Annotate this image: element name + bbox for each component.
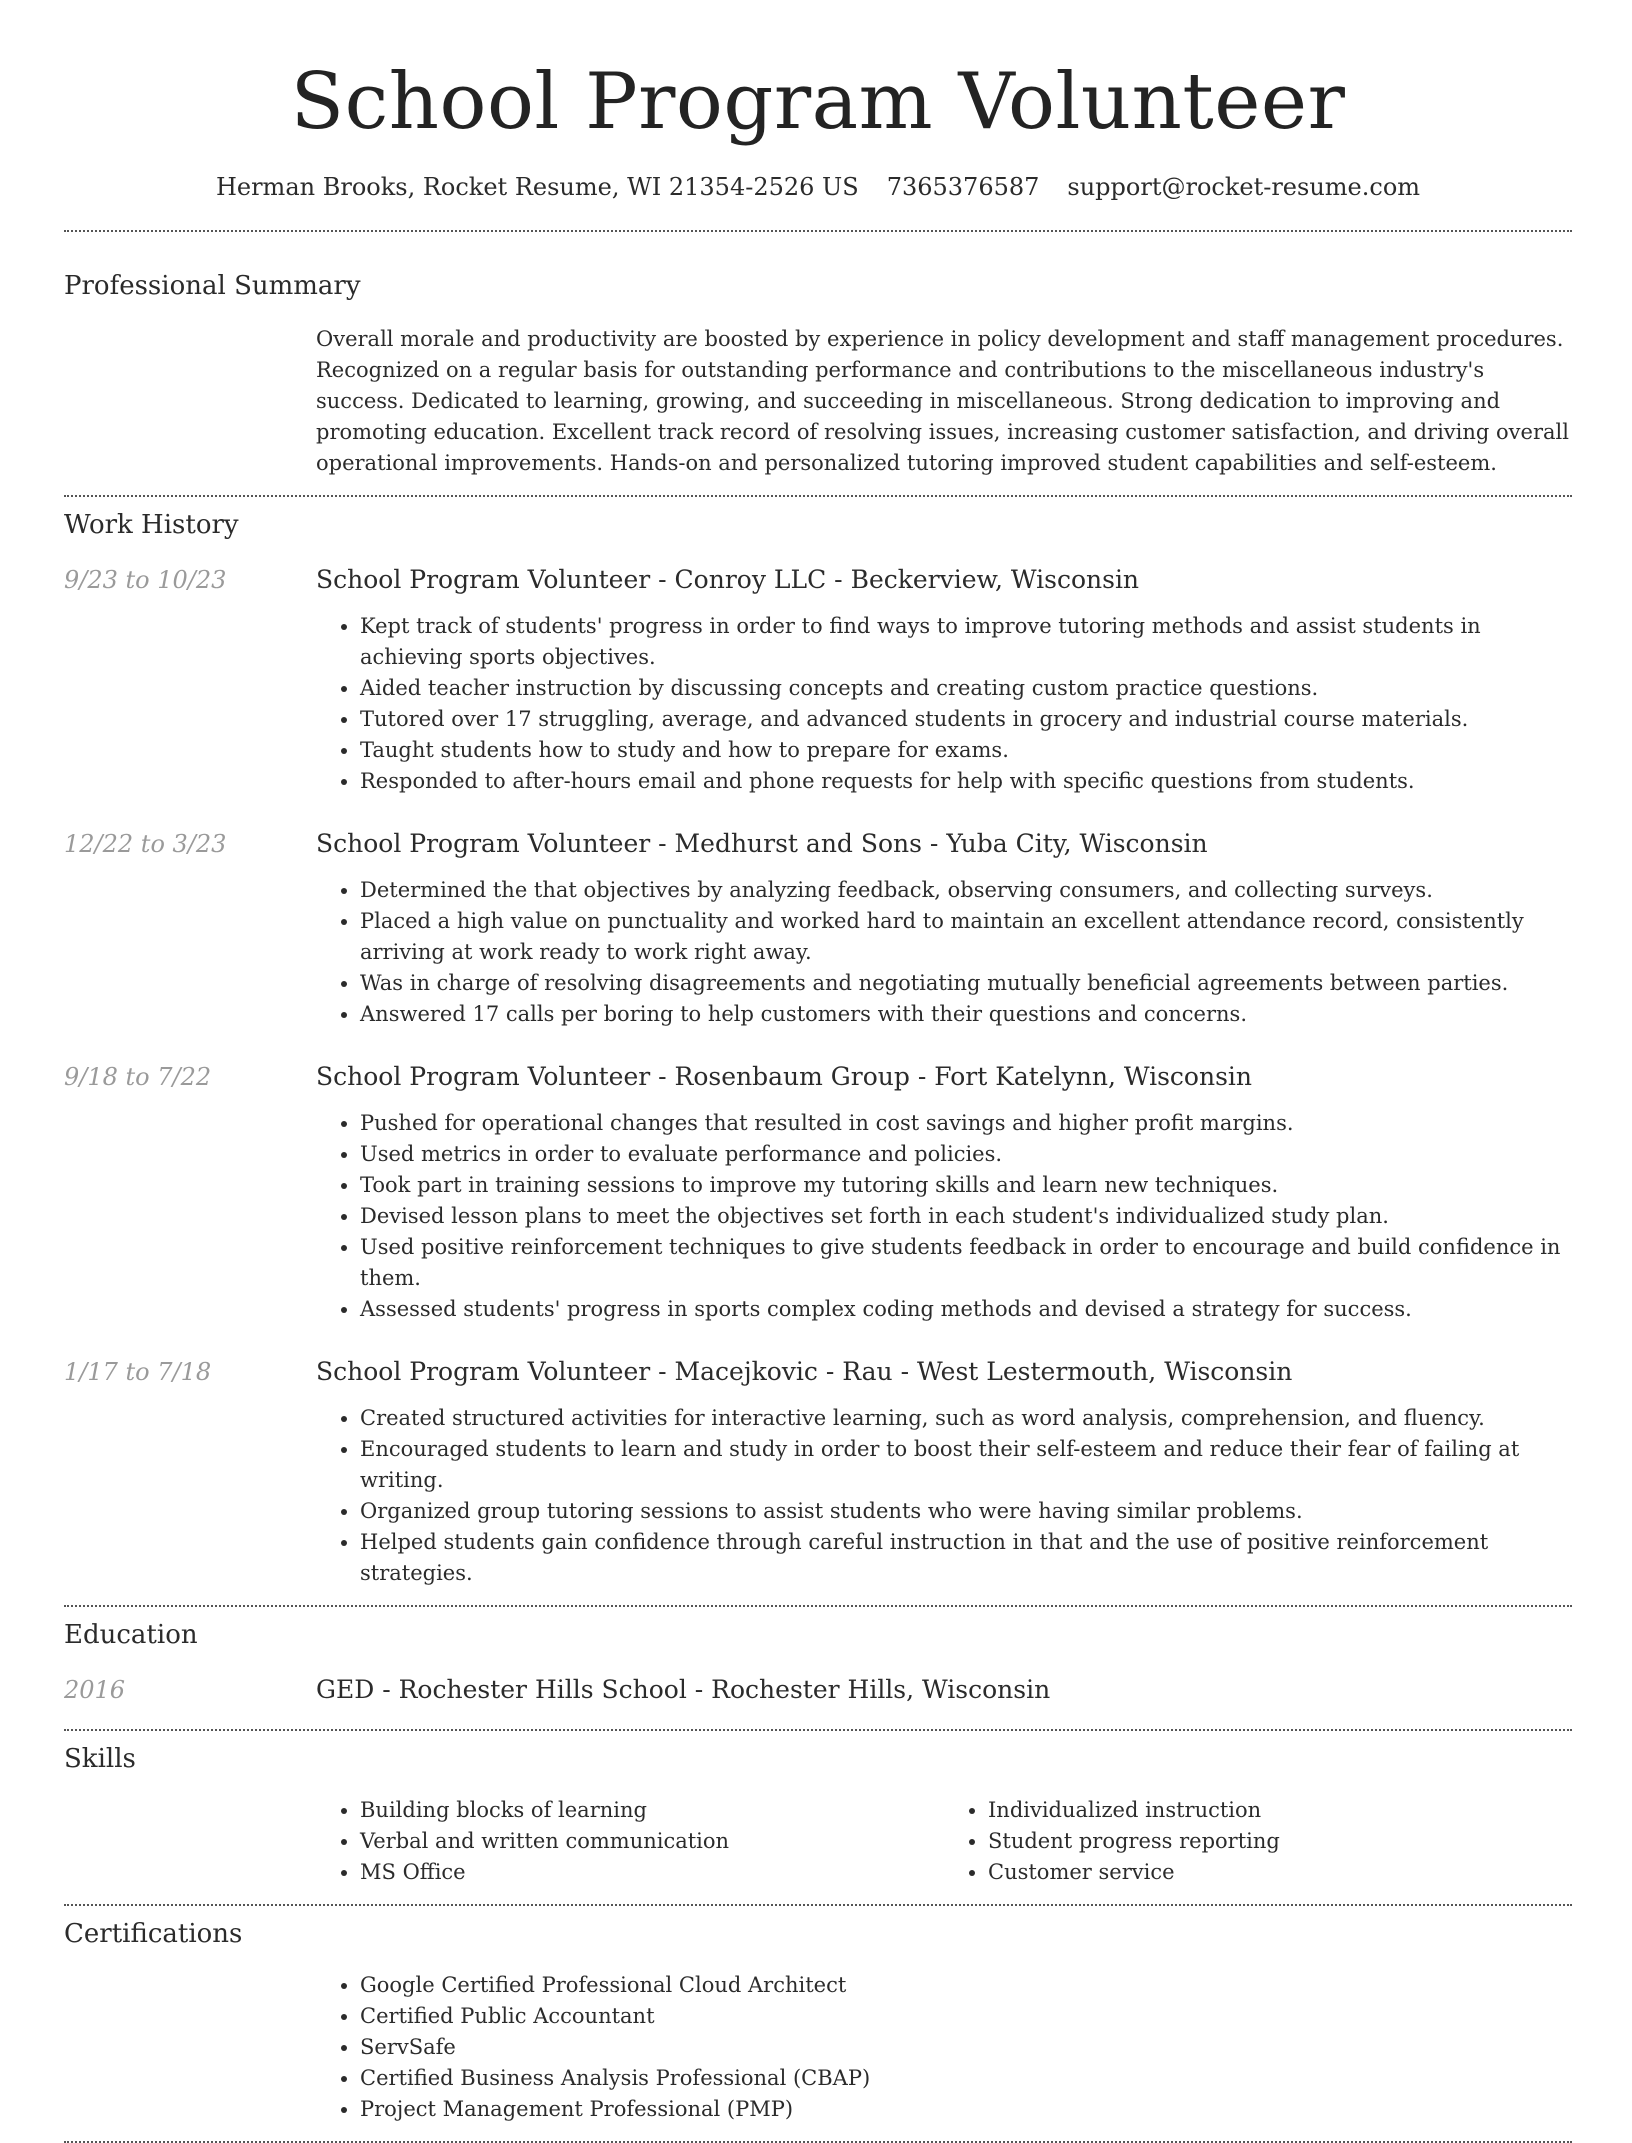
list-item: • Certified Public Accountant — [360, 2001, 1572, 2032]
job-date: 12/22 to 3/23 — [64, 830, 227, 858]
section-work-history — [64, 507, 1572, 1589]
job-date: 9/23 to 10/23 — [64, 566, 227, 594]
contact-line — [64, 170, 1572, 204]
list-item: • MS Office — [360, 1857, 944, 1888]
list-item: • Devised lesson plans to meet the objectives set forth in each student's individualized study plan. — [360, 1201, 1572, 1232]
list-item: • Tutored over 17 struggling, average, and advanced students in grocery and industrial course materials. — [360, 704, 1572, 735]
list-item: • Took part in training sessions to improve my tutoring skills and learn new techniques. — [360, 1170, 1572, 1201]
job-title: School Program Volunteer - Rosenbaum Group - Fort Katelynn, Wisconsin — [316, 1062, 1252, 1091]
section-title-work: Work History — [64, 510, 239, 540]
contact-email: support@rocket-resume.com — [1067, 173, 1421, 201]
job-entry — [64, 827, 1572, 1030]
resume-page — [64, 0, 1572, 2143]
skills-list-right — [944, 1795, 1572, 1888]
job-title: School Program Volunteer - Medhurst and Sons - Yuba City, Wisconsin — [316, 829, 1208, 858]
section-title-certifications: Certifications — [64, 1919, 243, 1949]
list-item: • Project Management Professional (PMP) — [360, 2094, 1572, 2125]
job-bullets — [316, 1403, 1572, 1589]
section-certifications — [64, 1916, 1572, 2125]
divider — [64, 230, 1572, 232]
list-item: • Building blocks of learning — [360, 1795, 944, 1826]
job-date: 9/18 to 7/22 — [64, 1063, 212, 1091]
contact-phone: 7365376587 — [886, 173, 1040, 201]
section-title-skills: Skills — [64, 1744, 136, 1774]
list-item: • Created structured activities for interactive learning, such as word analysis, comprehension, and fluency. — [360, 1403, 1572, 1434]
job-entry — [64, 1355, 1572, 1589]
job-bullets — [316, 611, 1572, 797]
education-date: 2016 — [64, 1676, 126, 1704]
job-bullets — [316, 875, 1572, 1030]
contact-address: Herman Brooks, Rocket Resume, WI 21354-2526 US — [215, 173, 859, 201]
list-item: • Aided teacher instruction by discussing concepts and creating custom practice questions. — [360, 673, 1572, 704]
job-entry — [64, 1060, 1572, 1325]
list-item: • Verbal and written communication — [360, 1826, 944, 1857]
list-item: • Customer service — [988, 1857, 1572, 1888]
summary-text: Overall morale and productivity are boosted by experience in policy development and staff management procedures. Recognized on a regular basis for outstanding performance and contributions to the miscellaneous industry's success. Dedicated to learning, growing, and succeeding in miscellaneous. Strong dedication to improving and promoting education. Excellent track record of resolving issues, increasing customer satisfaction, and driving overall operational improvements. Hands-on and personalized tutoring improved student capabilities and self-esteem. — [316, 327, 1569, 475]
list-item: • Taught students how to study and how to prepare for exams. — [360, 735, 1572, 766]
education-title: GED - Rochester Hills School - Rochester Hills, Wisconsin — [316, 1675, 1051, 1704]
list-item: • Helped students gain confidence through careful instruction in that and the use of positive reinforcement strategies. — [360, 1527, 1572, 1589]
resume-name: School Program Volunteer — [290, 57, 1346, 147]
list-item: • Pushed for operational changes that resulted in cost savings and higher profit margins. — [360, 1108, 1572, 1139]
job-title: School Program Volunteer - Conroy LLC - Beckerview, Wisconsin — [316, 565, 1140, 594]
list-item: • Assessed students' progress in sports complex coding methods and devised a strategy for success. — [360, 1294, 1572, 1325]
education-entry — [64, 1673, 1572, 1707]
list-item: • Was in charge of resolving disagreements and negotiating mutually beneficial agreements between parties. — [360, 968, 1572, 999]
job-entry — [64, 563, 1572, 797]
list-item: • Google Certified Professional Cloud Architect — [360, 1970, 1572, 2001]
list-item: • Placed a high value on punctuality and worked hard to maintain an excellent attendance record, consistently arriving at work ready to work right away. — [360, 906, 1572, 968]
section-title-summary: Professional Summary — [64, 271, 361, 301]
section-summary — [64, 268, 1572, 479]
list-item: • Individualized instruction — [988, 1795, 1572, 1826]
list-item: • Encouraged students to learn and study in order to boost their self-esteem and reduce their fear of failing at writing. — [360, 1434, 1572, 1496]
divider — [64, 1904, 1572, 1906]
list-item: • Certified Business Analysis Professional (CBAP) — [360, 2063, 1572, 2094]
job-title: School Program Volunteer - Macejkovic - Rau - West Lestermouth, Wisconsin — [316, 1357, 1293, 1386]
divider — [64, 1605, 1572, 1607]
list-item: • Student progress reporting — [988, 1826, 1572, 1857]
divider — [64, 495, 1572, 497]
skills-list-left — [316, 1795, 944, 1888]
section-education — [64, 1617, 1572, 1707]
job-bullets — [316, 1108, 1572, 1325]
job-date: 1/17 to 7/18 — [64, 1358, 212, 1386]
divider — [64, 1729, 1572, 1731]
section-skills — [64, 1741, 1572, 1888]
list-item: • Used positive reinforcement techniques to give students feedback in order to encourage and build confidence in them. — [360, 1232, 1572, 1294]
list-item: • Organized group tutoring sessions to assist students who were having similar problems. — [360, 1496, 1572, 1527]
list-item: • ServSafe — [360, 2032, 1572, 2063]
list-item: • Answered 17 calls per boring to help customers with their questions and concerns. — [360, 999, 1572, 1030]
list-item: • Responded to after-hours email and phone requests for help with specific questions from students. — [360, 766, 1572, 797]
list-item: • Used metrics in order to evaluate performance and policies. — [360, 1139, 1572, 1170]
certifications-list — [316, 1970, 1572, 2125]
list-item: • Kept track of students' progress in order to find ways to improve tutoring methods and assist students in achieving sports objectives. — [360, 611, 1572, 673]
list-item: • Determined the that objectives by analyzing feedback, observing consumers, and collecting surveys. — [360, 875, 1572, 906]
section-title-education: Education — [64, 1620, 198, 1650]
